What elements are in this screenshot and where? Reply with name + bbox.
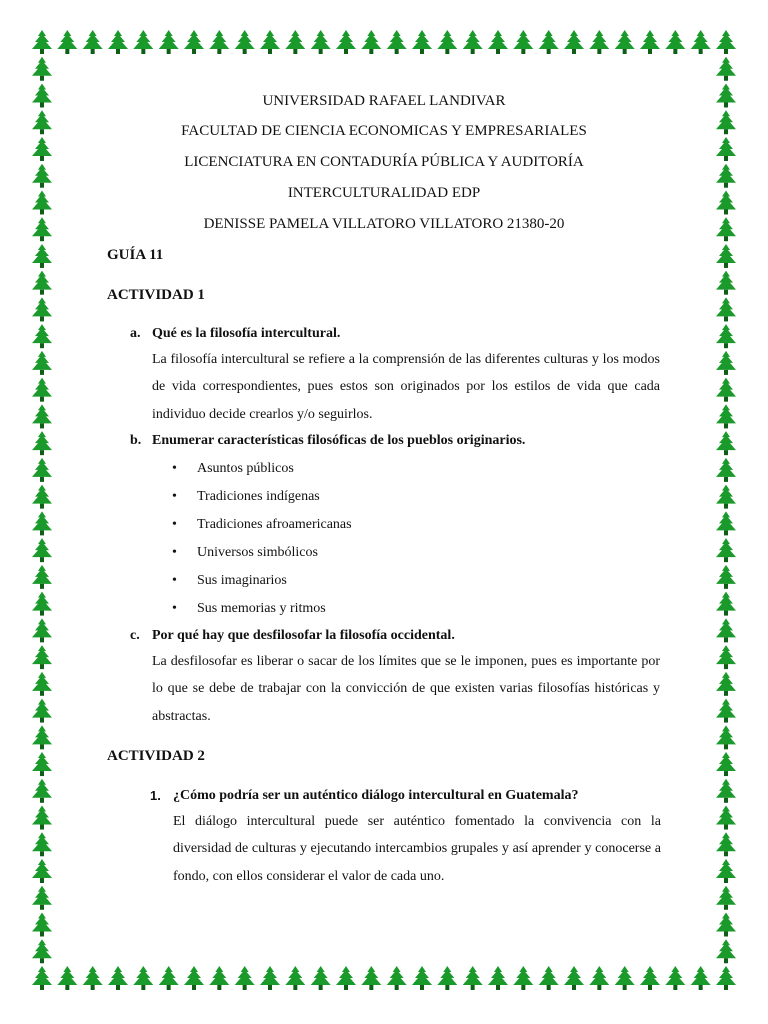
christmas-tree-icon — [57, 966, 77, 990]
christmas-tree-icon — [716, 752, 736, 776]
christmas-tree-icon — [133, 966, 153, 990]
christmas-tree-icon — [336, 966, 356, 990]
bullet-item: Sus imaginarios — [197, 573, 287, 588]
item-c-question: Por qué hay que desfilosofar la filosofía occidental. — [152, 628, 455, 643]
christmas-tree-icon — [691, 966, 711, 990]
bullet-dot: • — [172, 545, 177, 560]
christmas-tree-icon — [32, 244, 52, 268]
christmas-tree-icon — [32, 404, 52, 428]
christmas-tree-icon — [716, 485, 736, 509]
christmas-tree-icon — [336, 30, 356, 54]
christmas-tree-icon — [32, 538, 52, 562]
item-1-marker: 1. — [150, 788, 161, 803]
christmas-tree-icon — [32, 511, 52, 535]
christmas-tree-icon — [32, 966, 52, 990]
christmas-tree-icon — [32, 297, 52, 321]
christmas-tree-icon — [32, 431, 52, 455]
christmas-tree-icon — [235, 30, 255, 54]
christmas-tree-icon — [184, 966, 204, 990]
christmas-tree-icon — [716, 324, 736, 348]
christmas-tree-icon — [108, 30, 128, 54]
christmas-tree-icon — [716, 618, 736, 642]
christmas-tree-icon — [361, 30, 381, 54]
christmas-tree-icon — [488, 30, 508, 54]
christmas-tree-icon — [716, 592, 736, 616]
guide-title: GUÍA 11 — [107, 247, 164, 263]
christmas-tree-icon — [260, 966, 280, 990]
christmas-tree-icon — [32, 913, 52, 937]
christmas-tree-icon — [665, 966, 685, 990]
christmas-tree-icon — [32, 779, 52, 803]
christmas-tree-icon — [615, 966, 635, 990]
christmas-tree-icon — [513, 30, 533, 54]
christmas-tree-icon — [716, 431, 736, 455]
christmas-tree-icon — [539, 966, 559, 990]
christmas-tree-icon — [32, 832, 52, 856]
christmas-tree-icon — [32, 485, 52, 509]
christmas-tree-icon — [716, 939, 736, 963]
christmas-tree-icon — [32, 699, 52, 723]
item-c-answer: La desfilosofar es liberar o sacar de los límites que se le imponen, pues es importante por lo que se debe de trabajar con la convicción de que existen varias filosofías históricas y abstractas. — [152, 654, 660, 724]
christmas-tree-icon — [209, 966, 229, 990]
christmas-tree-icon — [32, 725, 52, 749]
christmas-tree-icon — [716, 378, 736, 402]
christmas-tree-icon — [716, 511, 736, 535]
christmas-tree-icon — [184, 30, 204, 54]
christmas-tree-icon — [589, 966, 609, 990]
christmas-tree-icon — [32, 672, 52, 696]
christmas-tree-icon — [716, 672, 736, 696]
christmas-tree-icon — [32, 324, 52, 348]
item-a-question: Qué es la filosofía intercultural. — [152, 326, 341, 341]
bullet-item: Asuntos públicos — [197, 461, 294, 476]
bullet-dot: • — [172, 517, 177, 532]
christmas-tree-icon — [716, 57, 736, 81]
course-name: INTERCULTURALIDAD EDP — [287, 185, 481, 201]
christmas-tree-icon — [716, 244, 736, 268]
christmas-tree-icon — [716, 297, 736, 321]
christmas-tree-icon — [437, 966, 457, 990]
christmas-tree-icon — [32, 57, 52, 81]
christmas-tree-icon — [285, 30, 305, 54]
item-a-marker: a. — [130, 326, 141, 341]
degree-name: LICENCIATURA EN CONTADURÍA PÚBLICA Y AUDITORÍA — [184, 154, 584, 170]
christmas-tree-icon — [716, 538, 736, 562]
christmas-tree-icon — [463, 30, 483, 54]
christmas-tree-icon — [235, 966, 255, 990]
christmas-tree-icon — [716, 832, 736, 856]
activity1-title: ACTIVIDAD 1 — [107, 287, 205, 303]
bullet-dot: • — [172, 573, 177, 588]
christmas-tree-icon — [539, 30, 559, 54]
christmas-tree-icon — [32, 458, 52, 482]
christmas-tree-icon — [285, 966, 305, 990]
christmas-tree-icon — [716, 458, 736, 482]
christmas-tree-icon — [32, 565, 52, 589]
christmas-tree-icon — [716, 913, 736, 937]
item-b-marker: b. — [130, 433, 142, 448]
christmas-tree-icon — [665, 30, 685, 54]
christmas-tree-icon — [361, 966, 381, 990]
christmas-tree-icon — [311, 966, 331, 990]
christmas-tree-icon — [108, 966, 128, 990]
christmas-tree-icon — [32, 859, 52, 883]
bullet-item: Sus memorias y ritmos — [197, 601, 326, 616]
item-a-answer: La filosofía intercultural se refiere a la comprensión de las diferentes culturas y los modos de vida correspondientes, pues estos son originados por los estilos de vida que cada individuo decide crearlos y/o seguirlos. — [152, 352, 660, 422]
christmas-tree-icon — [209, 30, 229, 54]
bullet-dot: • — [172, 489, 177, 504]
item-c-marker: c. — [130, 628, 140, 643]
christmas-tree-icon — [716, 404, 736, 428]
christmas-tree-icon — [716, 271, 736, 295]
christmas-tree-icon — [488, 966, 508, 990]
christmas-tree-icon — [716, 645, 736, 669]
christmas-tree-icon — [387, 966, 407, 990]
christmas-tree-icon — [32, 618, 52, 642]
christmas-tree-icon — [716, 886, 736, 910]
christmas-tree-icon — [32, 592, 52, 616]
christmas-tree-icon — [463, 966, 483, 990]
christmas-tree-icon — [57, 30, 77, 54]
christmas-tree-icon — [311, 30, 331, 54]
christmas-tree-icon — [716, 699, 736, 723]
christmas-tree-icon — [32, 806, 52, 830]
christmas-tree-icon — [387, 30, 407, 54]
christmas-tree-icon — [83, 966, 103, 990]
christmas-tree-icon — [691, 30, 711, 54]
activity2-title: ACTIVIDAD 2 — [107, 748, 205, 764]
christmas-tree-icon — [640, 30, 660, 54]
christmas-tree-icon — [716, 725, 736, 749]
christmas-tree-icon — [589, 30, 609, 54]
item-1-answer: El diálogo intercultural puede ser auténtico fomentado la convivencia con la diversidad de culturas y ejecutando intercambios grupales y así aprender y conocerse a fondo, con ellos considerar el valor de cada uno. — [173, 814, 661, 884]
item-1-question: ¿Cómo podría ser un auténtico diálogo intercultural en Guatemala? — [173, 788, 579, 803]
christmas-tree-icon — [32, 886, 52, 910]
christmas-tree-icon — [32, 939, 52, 963]
christmas-tree-icon — [437, 30, 457, 54]
christmas-tree-icon — [513, 966, 533, 990]
faculty-name: FACULTAD DE CIENCIA ECONOMICAS Y EMPRESARIALES — [181, 123, 587, 139]
christmas-tree-icon — [32, 271, 52, 295]
christmas-tree-icon — [716, 351, 736, 375]
christmas-tree-icon — [716, 30, 736, 54]
christmas-tree-icon — [260, 30, 280, 54]
christmas-tree-icon — [615, 30, 635, 54]
bullet-item: Tradiciones indígenas — [197, 489, 320, 504]
christmas-tree-icon — [716, 966, 736, 990]
christmas-tree-icon — [133, 30, 153, 54]
christmas-tree-icon — [412, 30, 432, 54]
item-b-question: Enumerar características filosóficas de los pueblos originarios. — [152, 433, 526, 448]
student-name: DENISSE PAMELA VILLATORO VILLATORO 21380-20 — [203, 216, 565, 232]
christmas-tree-icon — [716, 806, 736, 830]
christmas-tree-icon — [716, 779, 736, 803]
christmas-tree-icon — [32, 30, 52, 54]
university-name: UNIVERSIDAD RAFAEL LANDIVAR — [262, 93, 506, 109]
christmas-tree-icon — [32, 645, 52, 669]
christmas-tree-icon — [564, 30, 584, 54]
christmas-tree-icon — [716, 565, 736, 589]
bullet-item: Tradiciones afroamericanas — [197, 517, 352, 532]
christmas-tree-icon — [159, 30, 179, 54]
bullet-item: Universos simbólicos — [197, 545, 318, 560]
christmas-tree-icon — [159, 966, 179, 990]
christmas-tree-icon — [564, 966, 584, 990]
christmas-tree-icon — [83, 30, 103, 54]
christmas-tree-icon — [32, 752, 52, 776]
bullet-dot: • — [172, 461, 177, 476]
christmas-tree-icon — [412, 966, 432, 990]
christmas-tree-icon — [716, 859, 736, 883]
christmas-tree-icon — [640, 966, 660, 990]
christmas-tree-icon — [32, 351, 52, 375]
bullet-dot: • — [172, 601, 177, 616]
christmas-tree-icon — [32, 378, 52, 402]
